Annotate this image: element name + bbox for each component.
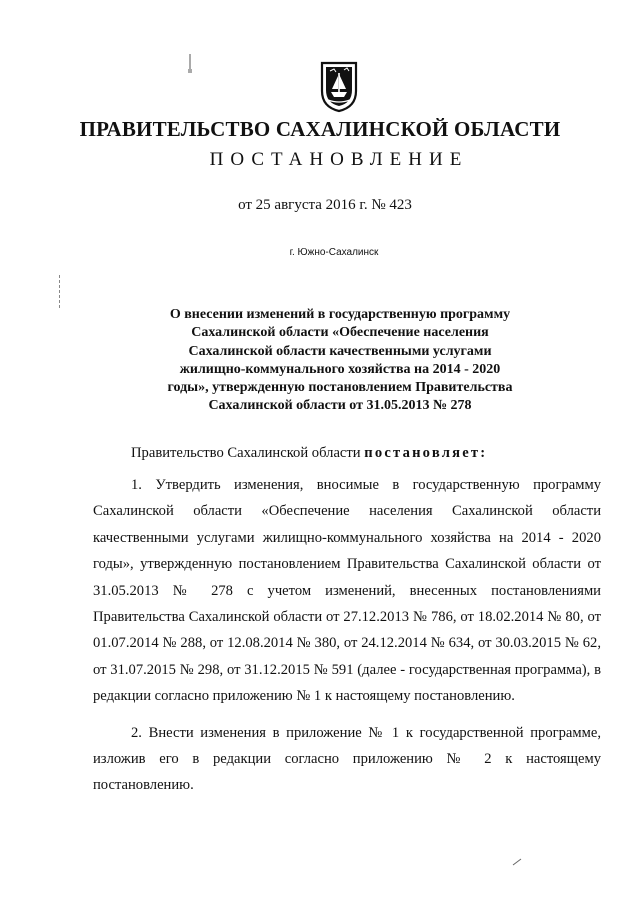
paragraph-1: 1. Утвердить изменения, вносимые в государственную программу Сахалинской области «Обеспечение населения Сахалинской области качественными услугами жилищно-коммунального хозяйства на 2014 - 2020 годы», утвержденную постановлением Правительства Сахалинской области от 31.05.2013 № 278 с учетом изменений, внесенных постановлениями Правительства Сахалинской области от 27.12.2013 № 786, от 18.02.2014 № 80, от 01.07.2014 № 288, от 12.08.2014 № 380, от 24.12.2014 № 634, от 30.03.2015 № 62, от 31.07.2015 № 298, от 31.12.2015 № 591 (далее - государственная программа), в редакции согласно приложению № 1 к настоящему постановлению. bbox=[93, 477, 601, 705]
intro-keyword: постановляет: bbox=[364, 445, 488, 461]
coat-of-arms-emblem bbox=[318, 59, 360, 113]
document-subject bbox=[150, 306, 530, 416]
document-type: ПОСТАНОВЛЕНИЕ bbox=[209, 149, 469, 170]
resolution-intro bbox=[93, 441, 601, 465]
subject-line: годы», утвержденную постановлением Правительства bbox=[167, 380, 513, 396]
intro-text: Правительство Сахалинской области bbox=[131, 445, 365, 461]
scan-mark bbox=[511, 857, 523, 867]
subject-line: О внесении изменений в государственную программу bbox=[169, 307, 511, 322]
scan-mark bbox=[58, 275, 61, 309]
subject-line: Сахалинской области качественными услугами bbox=[188, 343, 492, 359]
scan-mark bbox=[187, 53, 193, 73]
document-city: г. Южно-Сахалинск bbox=[289, 247, 379, 258]
document-body bbox=[93, 441, 601, 809]
document-date-number: от 25 августа 2016 г. № 423 bbox=[238, 197, 412, 213]
subject-line: жилищно-коммунального хозяйства на 2014 - 2020 bbox=[179, 361, 501, 377]
government-title: ПРАВИТЕЛЬСТВО САХАЛИНСКОЙ ОБЛАСТИ bbox=[79, 117, 561, 141]
subject-line: Сахалинской области «Обеспечение населения bbox=[191, 325, 489, 341]
paragraph-2: 2. Внести изменения в приложение № 1 к государственной программе, изложив его в редакции согласно приложению № 2 к настоящему постановлению. bbox=[93, 724, 601, 794]
subject-line: Сахалинской области от 31.05.2013 № 278 bbox=[208, 398, 472, 414]
